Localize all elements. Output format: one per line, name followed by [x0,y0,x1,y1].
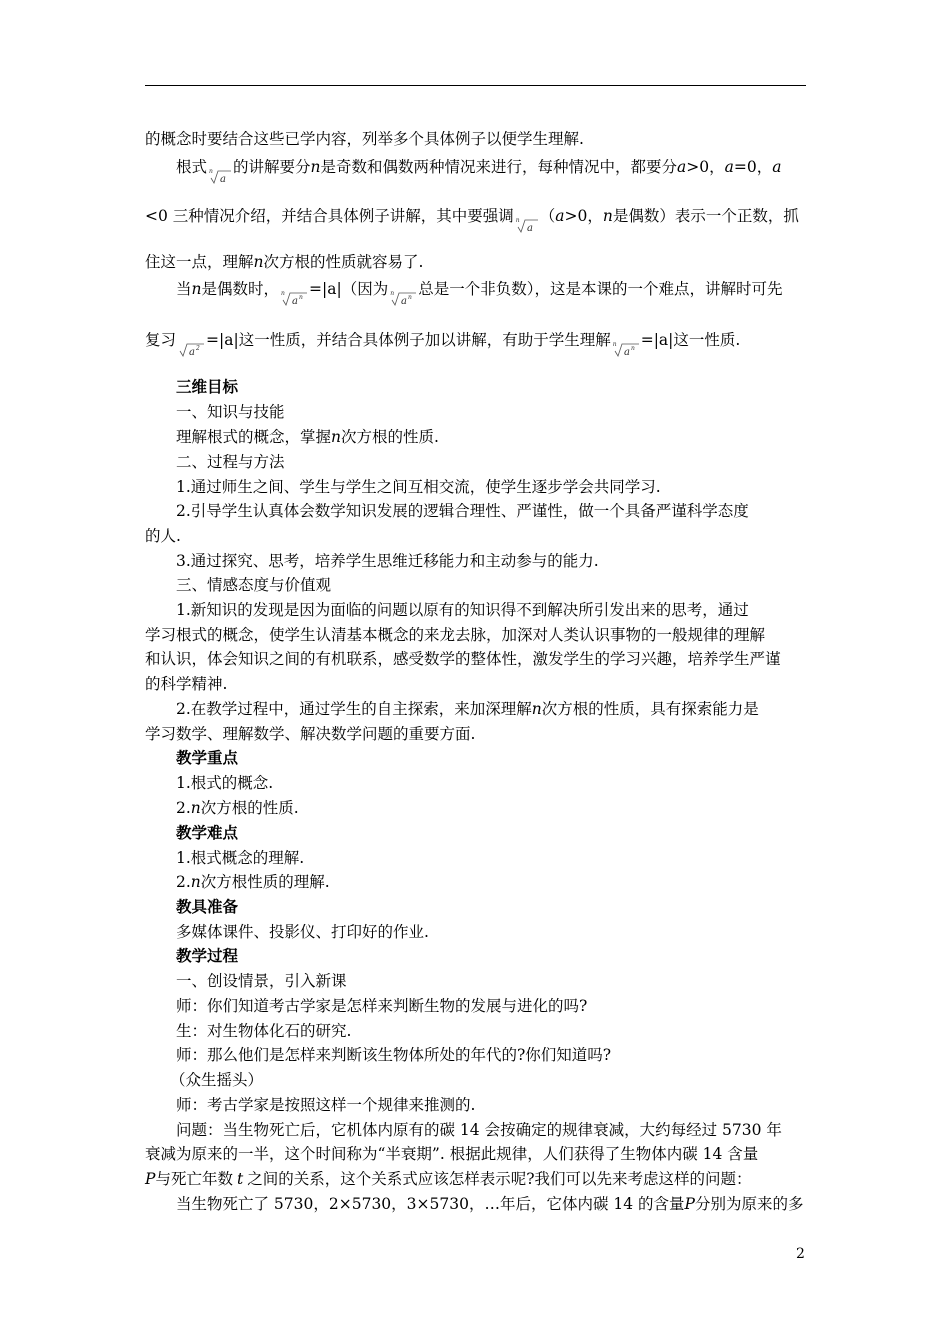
text-line: 当生物死亡了 5730，2×5730，3×5730，…年后，它体内碳 14 的含量P分别为原来的多 [176,1195,804,1213]
text-line: 2.引导学生认真体会数学知识发展的逻辑合理性、严谨性，做一个具备严谨科学态度 [176,502,749,520]
svg-text:a: a [401,295,408,307]
text-line: （众生摇头） [170,1071,264,1089]
text-line: 理解根式的概念，掌握n次方根的性质. [176,428,439,446]
text-line: <0 三种情况介绍，并结合具体例子讲解，其中要强调 n a （a>0，n是偶数）表示一个正数，抓 [145,206,799,236]
header-rule [145,85,806,86]
text-line: 1.根式的概念. [176,774,274,792]
text-line: 师：那么他们是怎样来判断该生物体所处的年代的?你们知道吗? [176,1046,612,1064]
text-line: 的概念时要结合这些已学内容，列举多个具体例子以便学生理解. [145,130,584,148]
text-line: 师：考古学家是按照这样一个规律来推测的. [176,1096,476,1114]
text-line: 复习 a 2 =|a|这一性质，并结合具体例子加以讲解，有助于学生理解 n a n =|a|这一性质. [145,330,740,360]
text-line: 衰减为原来的一半，这个时间称为“半衰期”. 根据此规律，人们获得了生物体内碳 14 含量 [145,1145,759,1163]
svg-text:a: a [189,346,195,358]
section-heading: 教学难点 [176,823,239,842]
text-line: 学习数学、理解数学、解决数学问题的重要方面. [145,725,476,743]
text-line: 一、知识与技能 [176,403,285,421]
text-line: 1.根式概念的理解. [176,849,305,867]
text-line: 学习根式的概念，使学生认清基本概念的来龙去脉，加深对人类认识事物的一般规律的理解 [145,626,766,644]
text-line: 生：对生物体化石的研究. [176,1022,352,1040]
svg-text:n: n [408,293,413,301]
svg-text:2: 2 [196,344,200,352]
svg-text:n: n [299,293,303,301]
text-line: 2.n次方根的性质. [176,799,299,817]
text-line: 当n是偶数时， n a n =|a|（因为 n a n 总是一个非负数），这是本课的一个难点，讲解时可先 [176,279,782,309]
text-line: 住这一点，理解n次方根的性质就容易了. [145,253,424,271]
section-heading: 教学重点 [176,748,239,767]
text-line: P与死亡年数 t 之间的关系，这个关系式应该怎样表示呢?我们可以先来考虑这样的问题： [145,1170,752,1188]
text-line: 二、过程与方法 [176,453,285,471]
page-number: 2 [796,1246,805,1262]
text-line: 1.新知识的发现是因为面临的问题以原有的知识得不到解决所引发出来的思考，通过 [176,601,749,619]
nth-root-a-n: n a n [390,289,416,309]
text-line: 和认识，体会知识之间的有机联系，感受数学的整体性，激发学生的学习兴趣，培养学生严谨 [145,650,781,668]
text-line: 2.在教学过程中，通过学生的自主探索，来加深理解n次方根的性质，具有探索能力是 [176,700,759,718]
svg-text:a: a [220,173,226,185]
svg-text:n: n [630,344,635,352]
text-line: 的科学精神. [145,675,228,693]
svg-text:a: a [526,222,533,234]
text-line: 根式 n a 的讲解要分n是奇数和偶数两种情况来进行，每种情况中，都要分a>0，a=0，a [176,157,782,187]
nth-root-a-n: n a n [281,289,307,309]
text-line: 师：你们知道考古学家是怎样来判断生物的发展与进化的吗? [176,997,588,1015]
svg-text:a: a [292,295,298,307]
svg-text:a: a [623,346,630,358]
nth-root-a: n a [209,167,231,187]
section-heading: 教学过程 [176,946,239,965]
section-heading: 三维目标 [176,377,239,396]
text-line: 的人. [145,527,181,545]
text-line: 2.n次方根性质的理解. [176,873,330,891]
text-line: 1.通过师生之间、学生与学生之间互相交流，使学生逐步学会共同学习. [176,478,661,496]
nth-root-a: n a [516,216,538,236]
text-line: 多媒体课件、投影仪、打印好的作业. [176,923,429,941]
sqrt-a-squared [178,340,204,360]
text-line: 问题：当生物死亡后，它机体内原有的碳 14 会按确定的规律衰减，大约每经过 5730 年 [176,1121,782,1139]
text-line: 三、情感态度与价值观 [176,576,332,594]
section-heading: 教具准备 [176,897,239,916]
text-line: 3.通过探究、思考，培养学生思维迁移能力和主动参与的能力. [176,552,599,570]
nth-root-a-n: n a n [613,340,639,360]
text-line: 一、创设情景，引入新课 [176,972,347,990]
